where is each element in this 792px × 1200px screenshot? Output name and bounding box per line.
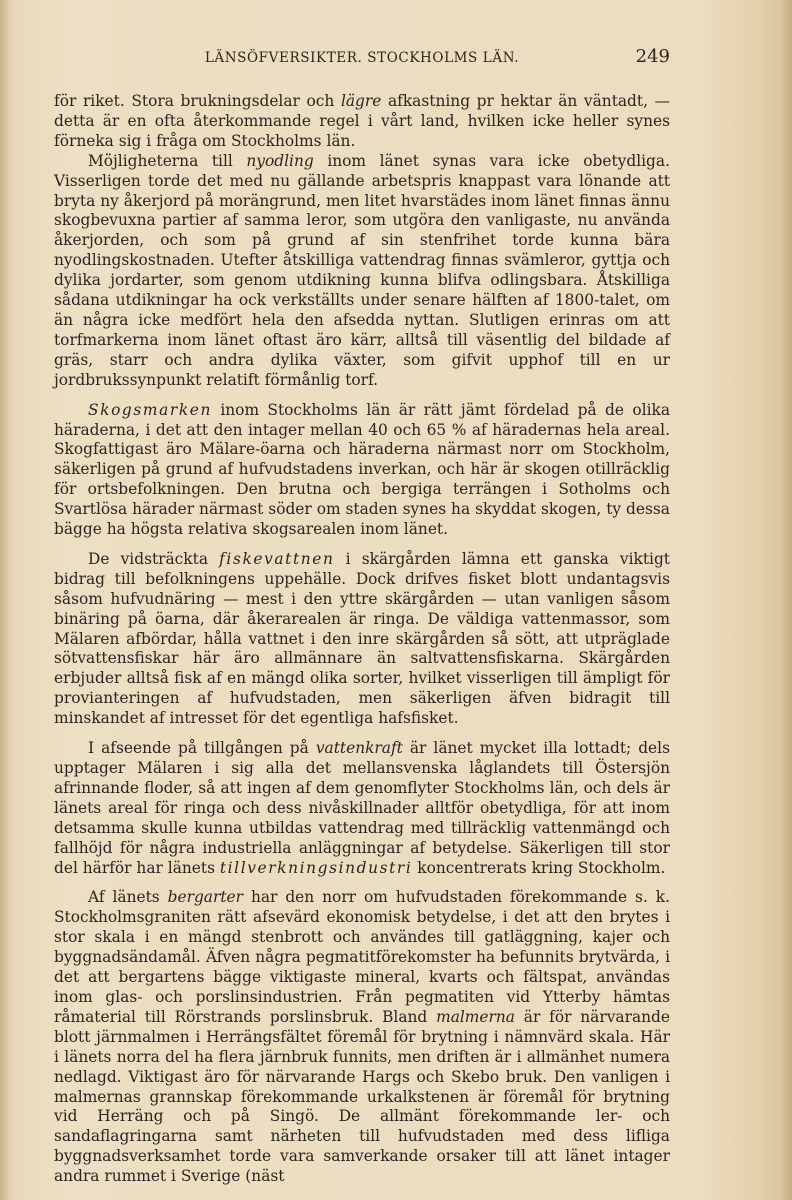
text-run: för riket. Stora brukningsdelar och	[54, 92, 341, 110]
text-run: koncentrerats kring Stockholm.	[412, 858, 666, 877]
italic-term: vattenkraft	[315, 739, 403, 758]
text-run: är länet mycket illa lottadt; dels upptager Mälaren i sig alla det mellansvenska låglandets till Östersjön afrinnande floder, så att ingen af dem genomflyter Stockholms län, och dels är länets areal för ringa och dess nivåskillnader alltför obetydliga, för att inom detsamma skulle kunna utbildas vattendrag med tillräcklig vattenmängd och fallhöjd för några industriella anläggningar af betydelse. Säkerligen till stor del härför har länets	[54, 739, 670, 877]
paragraph	[54, 739, 670, 878]
page-header	[54, 44, 670, 72]
text-run: Möjligheterna till	[88, 151, 247, 170]
text-run: inom Stockholms län är rätt jämt fördelad på de olika häraderna, i det att den intager mellan 40 och 65 % af häradernas hela areal. Skogfattigast äro Mälare-öarna och häraderna närmast norr om Stockholm, säkerligen på grund af hufvudstadens inverkan, och här är skogen otillräcklig för ortsbefolkningen. Den brutna och bergiga terrängen i Sotholms och Svartlösa härader närmast söder om staden synes ha skyddat skogen, ty dessa bägge ha högsta relativa skogsarealen inom länet.	[54, 400, 670, 539]
paragraph	[54, 152, 670, 391]
text-run: i skärgården lämna ett ganska viktigt bidrag till befolkningens uppehälle. Dock drifves fisket blott undantagsvis såsom hufvudnäring — mest i den yttre skärgården — utan vanligen såsom binäring på öarna, där åkerarealen är ringa. De väldiga vattenmassor, som Mälaren afbördar, hålla vattnet i den inre skärgården så sött, att utpräglade sötvattensfiskar här äro allmännare än saltvattensfiskarna. Skärgården erbjuder alltså fisk af en mängd olika sorter, hvilket visserligen till ämpligt för provianteringen af hufvudstaden, men säkerligen äfven bidragit till minskandet af intresset för det egentliga hafsfisket.	[54, 549, 670, 728]
italic-term: malmerna	[436, 1007, 515, 1026]
text-run: I afseende på tillgången på	[88, 739, 316, 758]
paragraph	[54, 401, 670, 540]
paragraph	[54, 550, 670, 729]
text-run: afkastning pr hektar än väntadt, — detta är en ofta återkommande regel i vårt land, hvilken icke heller synes förneka sig i fråga om Stockholms län.	[54, 92, 670, 150]
text-run: är för närvarande blott järnmalmen i Herrängsfältet föremål för brytning i nämnvärd skala. Här i länets norra del ha flera järnbruk funnits, men driften är i allmänhet numera nedlagd. Viktigast äro för närvarande Hargs och Skebo bruk. Den vanligen i malmernas grannskap förekommande urkalkstenen är föremål för brytning vid Herräng och på Singö. De allmänt förekommande ler- och sandaflagringarna samt närheten till hufvudstaden med dess lifliga byggnadsverksamhet torde vara samverkande orsaker till att länet intager andra rummet i Sverige (näst	[54, 1007, 670, 1186]
italic-term: bergarter	[167, 888, 243, 907]
italic-term: nyodling	[246, 151, 314, 170]
paragraph	[54, 888, 670, 1187]
text-run: De vidsträckta	[88, 549, 220, 568]
paragraph	[54, 92, 670, 152]
text-run: har den norr om hufvudstaden förekommande s. k. Stockholmsgraniten rätt afsevärd ekonomisk betydelse, i det att den brytes i stor skala i en mängd stenbrott och användes till gatläggning, kajer och byggnadsändamål. Äfven några pegmatitförekomster ha befunnits brytvärda, i det att bergartens bägge viktigaste mineral, kvarts och fältspat, användas inom glas- och porslinsindustrien. Från pegmatiten vid Ytterby hämtas råmaterial till Rörstrands porslinsbruk. Bland	[54, 888, 670, 1026]
running-head: LÄNSÖFVERSIKTER. STOCKHOLMS LÄN.	[204, 50, 520, 66]
page-right-edge	[780, 0, 792, 1200]
body-text	[54, 92, 670, 1187]
page-left-edge	[0, 0, 10, 1200]
spaced-term: tillverkningsindustri	[219, 858, 413, 877]
spaced-term: fiskevattnen	[219, 549, 335, 568]
text-run: Af länets	[88, 888, 168, 907]
italic-term: lägre	[340, 92, 382, 110]
text-run: inom länet synas vara icke obetydliga. Visserligen torde det med nu gällande arbetspris knappast vara lönande att bryta ny åkerjord på morängrund, men litet hvarstädes inom länet finnas ännu skogbevuxna partier af samma leror, som utgöra den vanligaste, nu använda åkerjorden, och som på grund af sin stenfrihet torde kunna bära nyodlingskostnaden. Utefter åtskilliga vattendrag finnas svämleror, gyttja och dylika jordarter, som genom utdikning kunna blifva odlingsbara. Åtskilliga sådana utdikningar ha ock verkställts under senare hälften af 1800-talet, om än några icke medfört hela den afsedda nyttan. Slutligen erinras om att torfmarkerna inom länet oftast äro kärr, alltså till väsentlig del bildade af gräs, starr och andra dylika växter, som gifvit upphof till en ur jordbrukssynpunkt relatift förmånlig torf.	[54, 151, 670, 389]
page-number: 249	[635, 46, 670, 67]
spaced-term: Skogsmarken	[88, 400, 212, 419]
